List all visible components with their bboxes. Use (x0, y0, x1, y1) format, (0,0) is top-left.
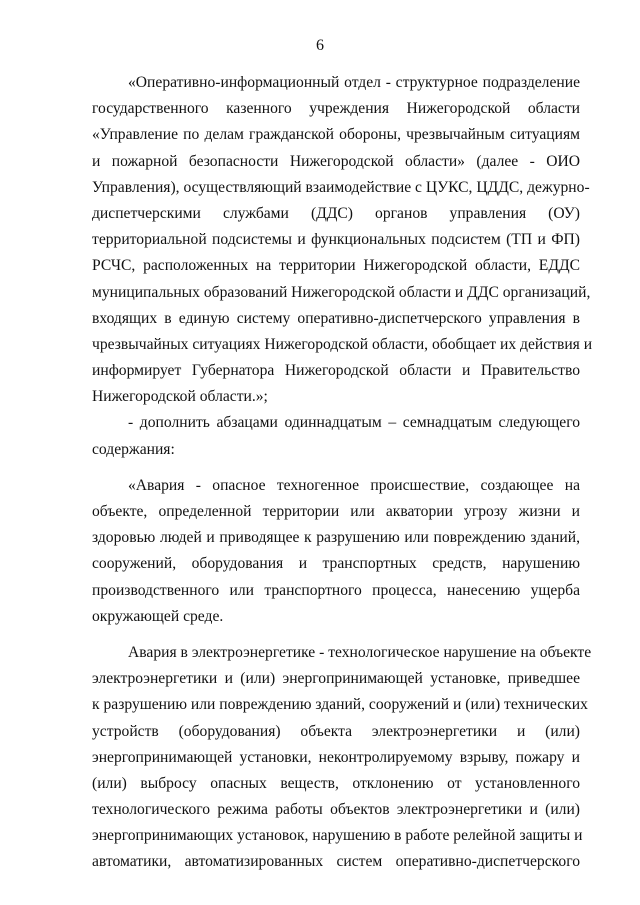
text-line: территориальной подсистемы и функциональных подсистем (ТП и ФП) (92, 231, 580, 249)
paragraph-amendment-instruction (92, 410, 580, 462)
paragraph-power-accident-definition (92, 640, 592, 876)
text-line: «Управление по делам гражданской обороны, чрезвычайным ситуациям (92, 126, 580, 144)
text-line: РСЧС, расположенных на территории Нижегородской области, ЕДДС (92, 257, 580, 275)
text-line: информирует Губернатора Нижегородской области и Правительство (92, 362, 580, 380)
text-line: технологического режима работы объектов электроэнергетики и (или) (92, 801, 580, 819)
text-line: и пожарной безопасности Нижегородской области» (далее - ОИО (92, 152, 580, 170)
text-line: содержания: (92, 440, 175, 458)
text-line: устройств (оборудования) объекта электроэнергетики и (или) (92, 722, 580, 740)
text-line: энергопринимающей установки, неконтролируемому взрыву, пожару и (92, 748, 580, 766)
text-line: - дополнить абзацами одиннадцатым – семнадцатым следующего (128, 414, 580, 432)
text-line: к разрушению или повреждению зданий, сооружений и (или) технических (92, 696, 588, 714)
text-line: «Оперативно-информационный отдел - структурное подразделение (128, 74, 580, 91)
text-line: чрезвычайных ситуациях Нижегородской области, обобщает их действия и (92, 335, 593, 353)
document-body (92, 70, 593, 876)
text-line: муниципальных образований Нижегородской области и ДДС организаций, (92, 283, 591, 301)
text-line: здоровью людей и приводящее к разрушению или повреждению зданий, (92, 529, 580, 547)
text-line: производственного или транспортного процесса, нанесению ущерба (92, 581, 580, 599)
text-line: диспетчерскими службами (ДДС) органов управления (ОУ) (92, 204, 580, 222)
text-line: энергопринимающих установок, нарушению в работе релейной защиты и (92, 827, 583, 845)
page-number: 6 (316, 37, 324, 54)
text-line: сооружений, оборудования и транспортных средств, нарушению (92, 555, 580, 573)
text-line: окружающей среде. (92, 607, 224, 625)
paragraph-oio-definition (92, 70, 593, 410)
text-line: «Авария - опасное техногенное происшествие, создающее на (128, 476, 580, 494)
paragraph-spacing (92, 463, 580, 473)
text-line: (или) выбросу опасных веществ, отклонению от установленного (92, 774, 580, 792)
text-line: входящих в единую систему оперативно-диспетчерского управления в (92, 309, 580, 327)
text-line: Нижегородской области.»; (92, 388, 268, 406)
text-line: Авария в электроэнергетике - технологическое нарушение на объекте (128, 643, 592, 661)
paragraph-accident-definition (92, 473, 580, 630)
text-line: Управления), осуществляющий взаимодействие с ЦУКС, ЦДДС, дежурно- (92, 178, 590, 196)
text-line: автоматики, автоматизированных систем оперативно-диспетчерского (92, 853, 580, 871)
text-line: объекте, определенной территории или акватории угрозу жизни и (92, 503, 580, 520)
paragraph-spacing (92, 630, 580, 640)
text-line: государственного казенного учреждения Нижегородской области (92, 100, 580, 118)
text-line: электроэнергетики и (или) энергопринимающей установке, приведшее (92, 670, 580, 688)
